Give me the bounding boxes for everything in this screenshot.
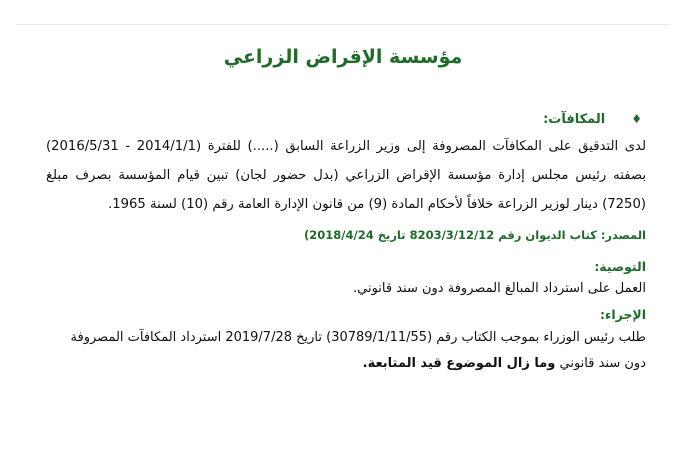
section-heading: المكافآت:: [543, 111, 606, 127]
document-body: [46, 108, 646, 377]
recommendation-text: العمل على استرداد المبالغ المصروفة دون سند قانوني.: [352, 281, 646, 296]
section-body-text: لدى التدقيق على المكافآت المصروفة إلى وزير الزراعة السابق (.....) للفترة (2014/1/1 - 2016/5/31) بصفته رئيس مجلس إدارة مؤسسة الإقراض الزراعي (بدل حضور لجان) تبين قيام المؤسسة بصرف مبلغ (7250) دينار لوزير الزراعة خلافاً لأحكام المادة (9) من قانون الإدارة العامة رقم (10) لسنة 1965.: [46, 139, 646, 212]
page-title: مؤسسة الإقراض الزراعي: [223, 46, 463, 68]
section-heading-line: [46, 108, 646, 130]
top-divider: [16, 24, 670, 25]
source-reference: المصدر: كتاب الديوان رقم 8203/3/12/12 تاريخ 2018/4/24): [304, 228, 646, 242]
procedure-text-main: طلب رئيس الوزراء بموجب الكتاب رقم (30789/1/11/55) تاريخ 2019/7/28 استرداد المكافآت المصروفة دون سند قانوني: [70, 330, 646, 371]
procedure-status: وما زال الموضوع قيد المتابعة.: [362, 356, 556, 371]
procedure-heading: الإجراء:: [599, 307, 646, 322]
recommendation-heading: التوصية:: [594, 259, 646, 274]
diamond-bullet-icon: ♦: [631, 112, 642, 126]
procedure-text: [46, 325, 646, 377]
